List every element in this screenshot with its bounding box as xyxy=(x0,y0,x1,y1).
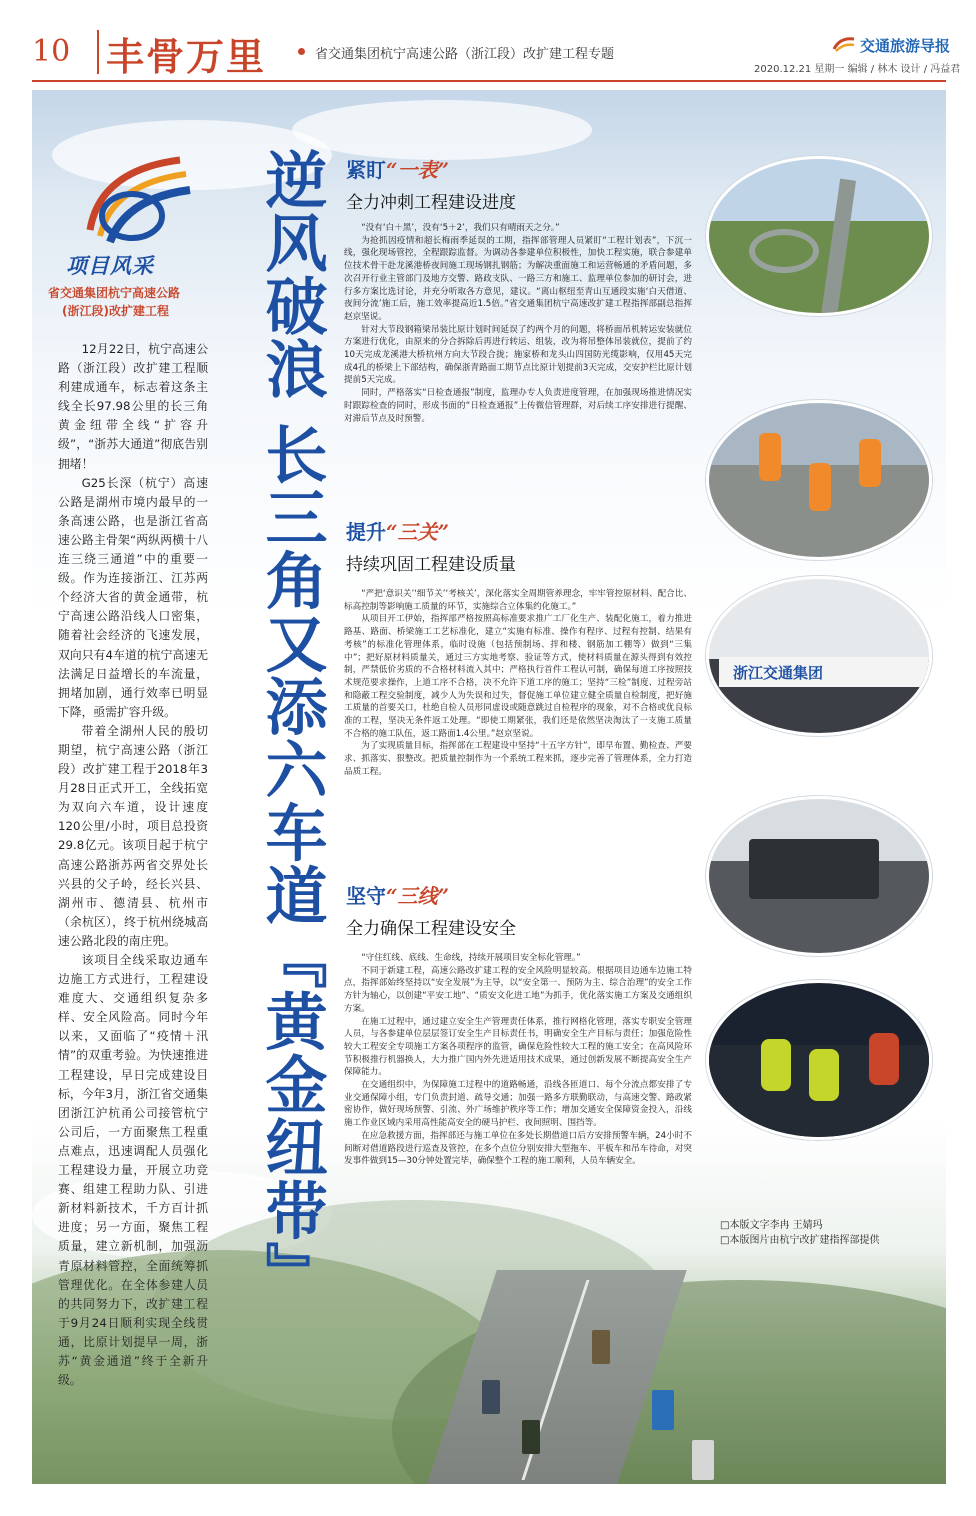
photo-road-banner xyxy=(706,576,932,736)
photo-paving-machine xyxy=(706,796,932,956)
header-subject: 省交通集团杭宁高速公路（浙江段）改扩建工程专题 xyxy=(315,47,615,62)
credit-line: □本版文字李冉 王婧玛 xyxy=(720,1220,823,1231)
header-divider xyxy=(97,30,99,74)
intro-paragraph: 带着全湖州人民的殷切期望，杭宁高速公路（浙江段）改扩建工程于2018年3月28日正式开工，全线拓宽为双向六车道，设计速度120公里/小时，项目总投资29.8亿元。该项目起于杭宁高速公路浙苏两省交界处长兴县的父子岭，经长兴县、湖州市、德清县、杭州市（余杭区），终于杭州绕城高速公路北段的南庄兜。 xyxy=(58,723,208,948)
vehicle-illustration xyxy=(652,1390,674,1430)
vehicle-illustration xyxy=(482,1380,500,1414)
vehicle-illustration xyxy=(522,1420,540,1454)
intro-paragraph: G25长深（杭宁）高速公路是湖州市境内最早的一条高速公路，也是浙江省高速公路主骨架“两纵两横十八连三绕三通道”中的重要一级。作为连接浙江、江苏两个经济大省的黄金通带，杭宁高速公路沿线人口密集，随着社会经济的飞速发展，双向只有4车道的杭宁高速无法满足日益增长的车流量，拥堵加剧，通行效率已明显下降，亟需扩容升级。 xyxy=(58,475,208,719)
vehicle-illustration xyxy=(692,1440,714,1480)
section-kicker-quote: “一表” xyxy=(386,158,450,182)
body-paragraph: 针对大节段钢箱梁吊装比原计划时间延误了约两个月的问题，将桥面吊机转运安装就位方案进行优化，由原来的分合拆除后再进行转运、组装，改为将吊整体吊装就位，提前了约10天完成龙溪港大桥杭州方向大节段合拢；施家桥和龙头山四国防光缆影响，仅用45天完成4孔的桥梁上下部结构，确保浙青路面工期节点比原计划提前3天完成，交安护栏比原计划提前5天完成。 xyxy=(344,324,692,386)
section-body xyxy=(344,952,692,1168)
photo-workers-paving xyxy=(706,400,932,560)
section-kicker-prefix: 坚守 xyxy=(346,884,386,908)
section-title-heading: 全力确保工程建设安全 xyxy=(346,919,516,939)
page-number: 10 xyxy=(32,34,71,69)
photo-highway-interchange xyxy=(706,156,932,316)
photo-banner-text: 浙江交通集团 xyxy=(719,657,929,687)
sky-cloud xyxy=(292,100,592,160)
body-paragraph: 在施工过程中，通过建立安全生产管理责任体系，推行网格化管理，落实专职安全管理人员，与各参建单位层层签订安全生产目标责任书，明确安全生产目标与责任；加强危险性较大工程安全专项施工方案各项程序的监管，确保危险性较大工程的施工安全；在高风险环节积极推行机器换人，大力推广国内外先进适用技术成果，通过创新发展不断提高安全生产保障能力。 xyxy=(344,1016,692,1078)
body-paragraph: 在应急救援方面，指挥部还与施工单位在多处长期借道口后方安排预警车辆，24小时不间断对借道路段进行巡查及管控，在多个点位分别安排大型拖车、平板车和吊车待命，对突发事件做到15—30分钟处置完毕，确保整个工程的施工顺利，人员车辆安全。 xyxy=(344,1130,692,1167)
section-body xyxy=(344,222,692,425)
body-paragraph: “严把‘意识关’‘细节关’‘考核关’，深化落实全周期管养理念，牢牢管控原材料、配合比、标高控制等影响施工质量的环节，实施综合立体集约化施工。” xyxy=(344,589,692,612)
section-title-heading: 持续巩固工程建设质量 xyxy=(346,555,516,575)
section-kicker-quote: “三关” xyxy=(386,520,450,544)
issue-date-line: 2020.12.21 星期一 编辑 / 林木 设计 / 冯益君 xyxy=(754,64,961,75)
intro-paragraph: 12月22日，杭宁高速公路（浙江段）改扩建工程顺利建成通车，标志着这条主线全长97.98公里的长三角黄金纽带全线“扩容升级”，“浙苏大通道”彻底告别拥堵！ xyxy=(58,342,208,471)
brand-name: 交通旅游导报 xyxy=(860,37,951,55)
body-paragraph: 为抢抓因疫情和超长梅雨季延误的工期，指挥部管理人员紧盯“工程计划表”，下沉一线，强化现场管控，全程跟踪监督。为调动各参建单位积极性，加快工程实施，联合参建单位技术骨干赴龙溪港桥夜间施工现场钢扎钢筋；为解决重面施工和运营畅通的矛盾问题，多次召开行业主管部门及地方交警、路政支队、一路三方和施工、监理单位参加的研讨会，进行多方案比选讨论，并充分听取各方意见，建议。“离山枢纽至青山互通段实施‘白天借道、夜间分流’施工后，施工效率提高近1.5倍。”省交通集团杭宁高速改扩建工程指挥部副总指挥赵京坚说。 xyxy=(344,235,692,322)
section-kicker-prefix: 提升 xyxy=(346,520,386,544)
project-emblem-icon xyxy=(70,150,200,254)
body-paragraph: 从项目开工伊始，指挥部严格按照高标准要求推广工厂化生产、装配化施工，着力推进路基、路面、桥梁施工工艺标准化，建立“实施有标准、操作有程序、过程有控制、结果有考核”的标准化管理体系，临时设施（包括预制场、拌和楼、钢筋加工棚等）做到“三集中”；把好原材料质量关，通过三方实地考察、验证等方式，使材料质量在源头得到有效控制，严禁低价劣质的不合格材料流入其中；严格执行首件工程认可制，确保每道工序按照技术规范要求操作，上道工序不合格，决不允许下道工序的施工；坚持“三检”制度、过程旁站和隐蔽工程交验制度，减少人为失误和过失，督促施工单位建立健全质量自检制度，把好施工质量的首要关口，杜绝自检人员形同虚设或随意跳过自检程序的现象，对不合格或优良标准的工程，坚决无条件返工处理。“即使工期紧张，我们还是依然坚决淘汰了一支施工质量不合格的施工队伍，返工路面1.4公里。”赵京坚说。 xyxy=(344,614,692,739)
header-rule xyxy=(32,80,946,82)
section-kicker xyxy=(346,516,449,545)
section-kicker xyxy=(346,880,449,909)
credit-line: □本版图片由杭宁改扩建指挥部提供 xyxy=(720,1235,880,1246)
section-body xyxy=(344,588,692,779)
body-paragraph: 为了实现质量目标，指挥部在工程建设中坚持“十五字方针”，即早布置、勤检查、严要求、抓落实、狠整改。把质量控制作为一个系统工程来抓，逐步完善了管理体系，全力打造品质工程。 xyxy=(344,741,692,777)
page-header xyxy=(0,0,976,84)
photo-night-safety-patrol xyxy=(706,980,932,1140)
intro-paragraph: 该项目全线采取边通车边施工方式进行，工程建设难度大、交通组织复杂多样、安全风险高。同时今年以来，又面临了“疫情＋汛情”的双重考验。为快速推进工程建设，早日完成建设目标，今年3月，浙江省交通集团浙江沪杭甬公司接管杭宁公司后，一方面聚焦工程重点难点，迅速调配人员强化工程建设力量，开展立功竞赛、组建工程助力队、引进新材料新技术，千方百计抓进度；另一方面，聚焦工程质量，建立新机制，加强沥青原材料管控，全面统筹抓管理优化。在全体参建人员的共同努力下，改扩建工程于9月24日顺利实现全线贯通，比原计划提早一周，浙苏“黄金通道”终于全新升级。 xyxy=(58,953,208,1388)
project-org-line: 省交通集团杭宁高速公路 xyxy=(48,286,181,300)
brand-logo-icon xyxy=(832,35,856,53)
body-paragraph: 同时，严格落实“日检查通报”制度，监理办专人负责进度管理，在加强现场推进情况实时跟踪检查的同时，形成书面的“日检查通报”上传微信管理群，对后续工序安排进行提醒、对滞后节点及时预警。 xyxy=(344,388,692,424)
header-dot xyxy=(298,48,305,55)
section-title: 丰骨万里 xyxy=(106,34,267,79)
project-label: 项目风采 xyxy=(66,254,154,278)
main-headline: 逆风破浪 长三角又添六车道『黄金纽带』 xyxy=(255,148,328,1305)
body-paragraph: 不同于新建工程，高速公路改扩建工程的安全风险明显较高。根据项目边通车边施工特点，指挥部始终坚持以“安全发展”为主导，以“安全第一、预防为主、综合治理”的安全工作方针为轴心，以创建“平安工地”、“质安文化进工地”为抓手，优化落实施工方案及交通组织方案。 xyxy=(344,965,692,1014)
vehicle-illustration xyxy=(592,1330,610,1364)
section-kicker-quote: “三线” xyxy=(386,884,450,908)
photo-text-credits xyxy=(720,1218,879,1248)
intro-column xyxy=(58,340,208,1390)
body-paragraph: “守住红线、底线、生命线，持续开展项目安全标化管理。” xyxy=(361,953,581,963)
section-kicker-prefix: 紧盯 xyxy=(346,158,386,182)
section-title-heading: 全力冲刺工程建设进度 xyxy=(346,193,516,213)
body-paragraph: “没有‘白＋黑’，没有‘5＋2’，我们只有晴雨天之分。” xyxy=(361,223,560,233)
project-org-line: (浙江段)改扩建工程 xyxy=(62,304,169,318)
body-paragraph: 在交通组织中，为保障施工过程中的道路畅通，沿线各匝道口、每个分流点都安排了专业交通保障小组，专门负责封道、疏导交通；加强一路多方联勤联动，与高速交警、路政紧密协作，做好现场预警、引流、外广场维护秩序等工作；增加交通安全保障资金投入，沿线施工作业区域内采用高性能高安全的硬马护栏、夜间照明、围挡等。 xyxy=(344,1080,692,1129)
section-kicker xyxy=(346,154,449,183)
